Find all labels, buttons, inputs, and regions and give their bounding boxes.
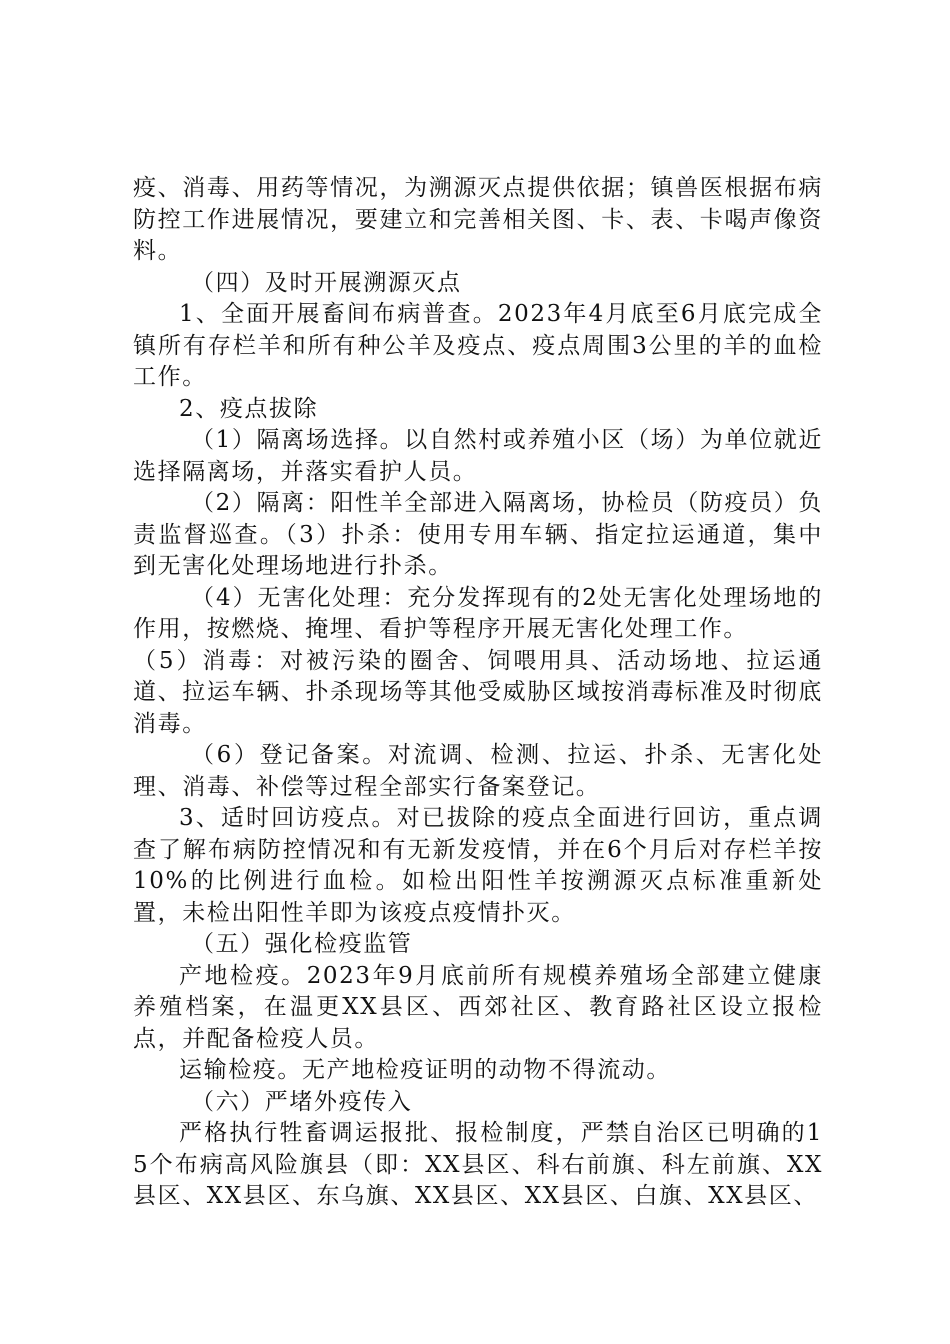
heading-section-6: （六）严堵外疫传入 (191, 1088, 413, 1115)
heading-section-5: （五）强化检疫监管 (191, 931, 413, 957)
paragraph-sub-1: （1）隔离场选择。以自然村或养殖小区（场）为单位就近选择隔离场，并落实看护人员。 (133, 427, 823, 485)
document-body (133, 173, 823, 1213)
paragraph-item-1: 1、全面开展畜间布病普查。2023年4月底至6月底完成全镇所有存栏羊和所有种公羊及疫点、疫点周围3公里的羊的血检工作。 (133, 301, 823, 390)
paragraph-continuation: 疫、消毒、用药等情况，为溯源灭点提供依据；镇兽医根据布病防控工作进展情况，要建立和完善相关图、卡、表、卡喝声像资料。 (133, 175, 823, 264)
paragraph-sub-6: （6）登记备案。对流调、检测、拉运、扑杀、无害化处理、消毒、补偿等过程全部实行备案登记。 (133, 742, 823, 800)
paragraph-item-3: 3、适时回访疫点。对已拔除的疫点全面进行回访，重点调查了解布病防控情况和有无新发疫情，并在6个月后对存栏羊按10%的比例进行血检。如检出阳性羊按溯源灭点标准重新处置，未检出阳性羊即为该疫点疫情扑灭。 (133, 805, 823, 926)
paragraph-item-2: 2、疫点拔除 (179, 395, 319, 422)
paragraph-transport-quarantine: 运输检疫。无产地检疫证明的动物不得流动。 (179, 1057, 671, 1083)
paragraph-sub-5: （5）消毒：对被污染的圈舍、饲喂用具、活动场地、拉运通道、拉运车辆、扑杀现场等其他受威胁区域按消毒标准及时彻底消毒。 (133, 647, 823, 737)
paragraph-sub-2-3: （2）隔离：阳性羊全部进入隔离场，协检员（防疫员）负责监督巡查。（3）扑杀：使用专用车辆、指定拉运通道，集中到无害化处理场地进行扑杀。 (133, 490, 823, 579)
paragraph-origin-quarantine: 产地检疫。2023年9月底前所有规模养殖场全部建立健康养殖档案，在温更XX县区、西郊社区、教育路社区设立报检点，并配备检疫人员。 (133, 962, 823, 1052)
paragraph-strict-control: 严格执行牲畜调运报批、报检制度，严禁自治区已明确的15个布病高风险旗县（即：XX县区、科右前旗、科左前旗、XX县区、XX县区、东乌旗、XX县区、XX县区、白旗、XX县区、 (133, 1120, 823, 1209)
heading-section-4: （四）及时开展溯源灭点 (191, 269, 462, 296)
paragraph-sub-4: （4）无害化处理：充分发挥现有的2处无害化处理场地的作用，按燃烧、掩埋、看护等程序开展无害化处理工作。 (133, 584, 823, 642)
